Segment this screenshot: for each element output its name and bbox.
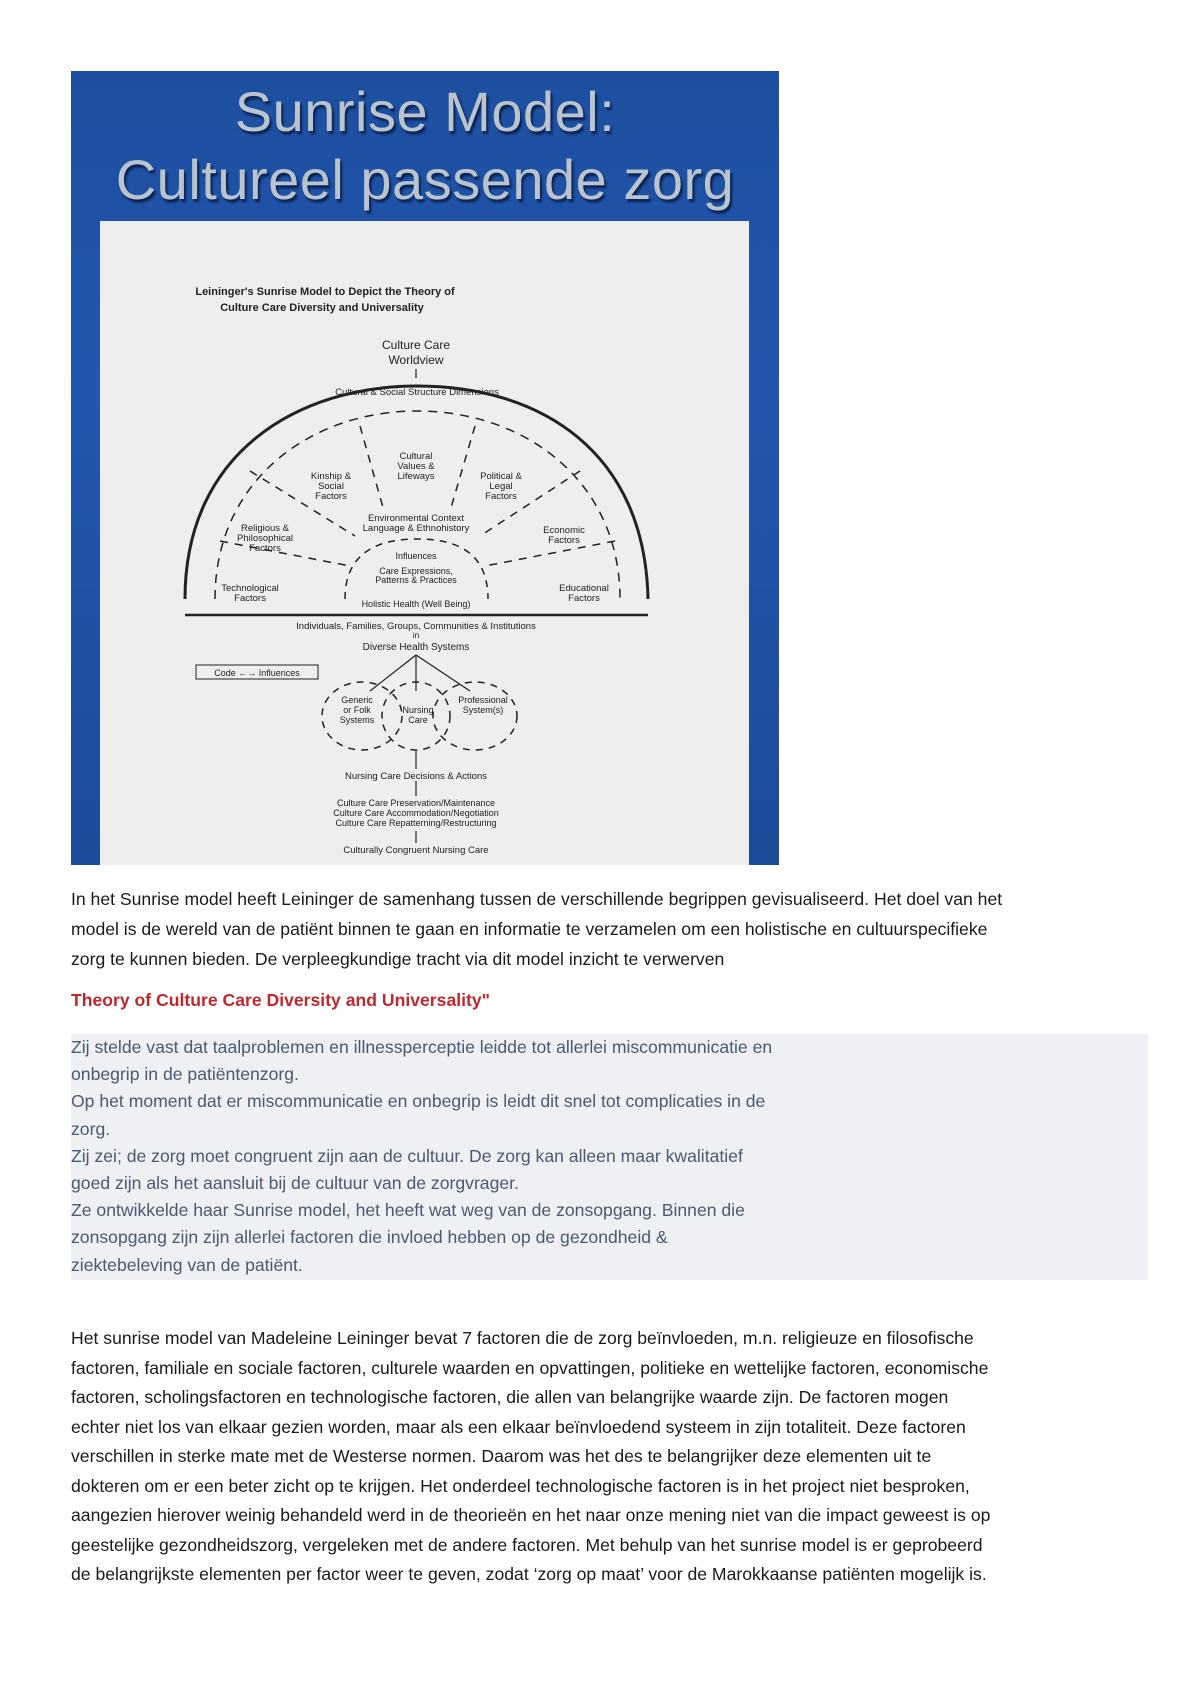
svg-text:Political &: Political &	[480, 471, 522, 482]
quote-line: Zij stelde vast dat taalproblemen en illnessperceptie leidde tot allerlei miscommunicatie en	[71, 1037, 773, 1057]
preservation-label: Culture Care Preservation/Maintenance	[336, 798, 496, 808]
svg-text:Social: Social	[318, 481, 344, 492]
accommodation-label: Culture Care Accommodation/Negotiation	[333, 808, 499, 818]
svg-text:Generic: Generic	[341, 695, 373, 705]
factor-political	[480, 471, 522, 502]
quote-line: Op het moment dat er miscommunicatie en onbegrip is leidt dit snel tot complicaties in de	[71, 1091, 766, 1112]
quote-line: goed zijn als het aansluit bij de cultuur van de zorgvrager.	[71, 1173, 519, 1194]
intro-paragraph	[71, 884, 1151, 974]
body-line: verschillen in sterke mate met de Westerse normen. Daarom was het des te belangrijker deze elementen uit te	[71, 1446, 932, 1466]
factor-technological	[221, 583, 279, 604]
factor-kinship	[311, 471, 352, 502]
body-line: Het sunrise model van Madeleine Leininger bevat 7 factoren die de zorg beïnvloeden, m.n. religieuze en filosofische	[71, 1328, 974, 1348]
decisions-label: Nursing Care Decisions & Actions	[344, 771, 488, 782]
nursing-care-label	[402, 705, 433, 725]
factor-cultural-values	[397, 451, 435, 482]
svg-text:Legal: Legal	[489, 481, 513, 492]
factor-religious	[237, 523, 293, 554]
svg-text:Religious &: Religious &	[240, 523, 290, 534]
svg-text:Cultural: Cultural	[399, 451, 433, 462]
svg-text:Economic: Economic	[543, 525, 585, 536]
environment-line2: Language & Ethnohistory	[362, 523, 470, 534]
slide-title-line2: Cultureel passende zorg	[115, 148, 735, 211]
care-expressions-line2: Patterns & Practices	[375, 575, 457, 585]
svg-text:Factors: Factors	[485, 491, 517, 502]
sunrise-diagram	[100, 221, 749, 865]
diagram-panel	[100, 221, 749, 865]
body-line: aangezien hierover weinig behandeld werd in de theorieën en het naar onze mening niet van die impact geweest is op	[71, 1505, 991, 1525]
worldview-line2: Worldview	[388, 353, 444, 367]
professional-oval	[433, 682, 517, 750]
quote-line: zorg.	[71, 1118, 111, 1139]
section-heading: Theory of Culture Care Diversity and Universality"	[71, 990, 490, 1010]
congruent-care-label: Culturally Congruent Nursing Care	[343, 845, 489, 856]
svg-text:Factors: Factors	[234, 593, 266, 604]
quote-line: Zij zei; de zorg moet congruent zijn aan de cultuur. De zorg kan alleen maar kwalitatief	[71, 1145, 743, 1166]
professional-system-label	[458, 695, 508, 715]
svg-text:Factors: Factors	[249, 543, 281, 554]
worldview-line1: Culture Care	[381, 338, 451, 352]
svg-text:Kinship &: Kinship &	[310, 471, 352, 482]
care-expressions-line1: Care Expressions,	[379, 566, 453, 576]
intro-line: In het Sunrise model heeft Leininger de samenhang tussen de verschillende begrippen gevisualiseerd. Het doel van het	[71, 889, 1003, 909]
factor-economic	[543, 525, 585, 546]
code-legend: Code ←→ Influences	[214, 668, 300, 678]
quote-line: ziektebeleving van de patiënt.	[71, 1254, 303, 1275]
svg-text:Factors: Factors	[315, 491, 347, 502]
sunrise-model-slide	[71, 71, 779, 865]
environment-line1: Environmental Context	[367, 513, 465, 524]
svg-text:Technological: Technological	[221, 583, 279, 594]
svg-text:Factors: Factors	[568, 593, 600, 604]
quote-line: zonsopgang zijn zijn allerlei factoren die invloed hebben op de gezondheid &	[71, 1227, 668, 1248]
body-line: factoren, familiale en sociale factoren, culturele waarden en opvattingen, politieke en wettelijke factoren, economische	[71, 1357, 989, 1378]
svg-text:Educational: Educational	[559, 583, 609, 594]
individuals-label: Individuals, Families, Groups, Communities & Institutions	[296, 621, 536, 632]
quote-block	[71, 1034, 1148, 1280]
quote-line: Ze ontwikkelde haar Sunrise model, het heeft wat weg van de zonsopgang. Binnen die	[71, 1200, 745, 1221]
body-line: factoren, scholingsfactoren en technologische factoren, die allen van belangrijke waarde zijn. De factoren mogen	[71, 1387, 949, 1407]
intro-line: model is de wereld van de patiënt binnen te gaan en informatie te verzamelen om een holistische en cultuurspecifieke	[71, 919, 988, 939]
repatterning-label: Culture Care Repatterning/Restructuring	[335, 818, 497, 828]
svg-text:Nursing: Nursing	[402, 705, 434, 715]
slide-title-line1: Sunrise Model:	[234, 80, 616, 143]
svg-text:or Folk: or Folk	[343, 705, 371, 715]
dimensions-label: Cultural & Social Structure Dimensions	[335, 387, 499, 398]
body-line: echter niet los van elkaar gezien worden, maar als een elkaar beïnvloedend systeem in zijn totaliteit. Deze factoren	[71, 1416, 966, 1437]
quote-line: onbegrip in de patiëntenzorg.	[71, 1064, 299, 1085]
body-line: de belangrijkste elementen per factor weer te geven, zodat ‘zorg op maat’ voor de Marokkaanse patiënten mogelijk is.	[71, 1564, 987, 1584]
diagram-heading-2: Culture Care Diversity and Universality	[220, 302, 424, 314]
holistic-health-label: Holistic Health (Well Being)	[361, 599, 471, 609]
diverse-systems-label: Diverse Health Systems	[362, 642, 470, 653]
body-line: geestelijke gezondheidszorg, vergeleken met de andere factoren. Met behulp van het sunrise model is er geprobeerd	[71, 1534, 983, 1555]
intro-line: zorg te kunnen bieden. De verpleegkundige tracht via dit model inzicht te verwerven	[71, 949, 725, 969]
body-line: dokteren om er een beter zicht op te krijgen. Het onderdeel technologische factoren is in het project niet besproken,	[71, 1475, 970, 1496]
svg-text:Philosophical: Philosophical	[237, 533, 293, 544]
svg-text:Care: Care	[408, 715, 428, 725]
influences-label: Influences	[395, 551, 437, 561]
svg-text:System(s): System(s)	[462, 705, 504, 715]
factor-educational	[559, 583, 609, 604]
svg-text:Professional: Professional	[458, 695, 508, 705]
in-label: in	[412, 630, 420, 640]
diagram-heading-1: Leininger's Sunrise Model to Depict the Theory of	[195, 286, 455, 298]
svg-text:Lifeways: Lifeways	[397, 471, 435, 482]
generic-systems-label	[340, 695, 375, 725]
svg-text:Factors: Factors	[548, 535, 580, 546]
body-paragraph	[71, 1324, 1151, 1590]
svg-text:Values &: Values &	[397, 461, 435, 472]
svg-text:Systems: Systems	[339, 715, 375, 725]
